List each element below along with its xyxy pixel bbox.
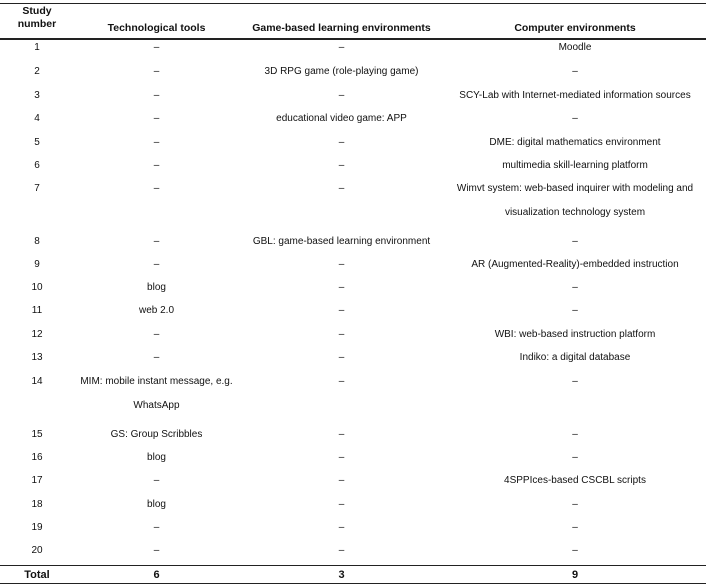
row-5-number: 5 — [34, 137, 40, 148]
row-12-number: 12 — [31, 329, 43, 340]
row-4-game: educational video game: APP — [276, 113, 407, 124]
header-study-number-line1: Study — [22, 5, 52, 17]
row-16-game: – — [338, 452, 345, 463]
row-10-number: 10 — [31, 282, 43, 293]
row-2-number: 2 — [34, 66, 40, 77]
row-2-game: 3D RPG game (role-playing game) — [264, 66, 419, 77]
row-9-comp: AR (Augmented-Reality)-embedded instruction — [471, 259, 679, 270]
row-6-number: 6 — [34, 160, 40, 171]
row-1-number: 1 — [34, 42, 40, 53]
row-4-number: 4 — [34, 113, 40, 124]
row-8-number: 8 — [34, 236, 40, 247]
row-13-comp: Indiko: a digital database — [519, 352, 631, 363]
row-7-game: – — [338, 183, 345, 194]
table-top-rule — [0, 3, 706, 4]
row-20-number: 20 — [31, 545, 43, 556]
row-14-game: – — [338, 376, 345, 387]
row-7-number: 7 — [34, 183, 40, 194]
row-12-game: – — [338, 329, 345, 340]
row-4-tech: – — [153, 113, 160, 124]
row-19-comp: – — [572, 522, 578, 533]
row-3-comp: SCY-Lab with Internet-mediated information sources — [459, 90, 691, 101]
row-7-tech: – — [153, 183, 160, 194]
row-10-game: – — [338, 282, 345, 293]
row-6-tech: – — [153, 160, 160, 171]
row-18-game: – — [338, 499, 345, 510]
row-19-tech: – — [153, 522, 160, 533]
row-18-number: 18 — [31, 499, 43, 510]
row-3-number: 3 — [34, 90, 40, 101]
row-10-tech: blog — [147, 282, 166, 293]
row-15-number: 15 — [31, 429, 43, 440]
row-13-tech: – — [153, 352, 160, 363]
row-17-tech: – — [153, 475, 160, 486]
table-bottom-rule — [0, 583, 706, 584]
row-9-tech: – — [153, 259, 160, 270]
row-7-comp-line1: Wimvt system: web-based inquirer with modeling and — [456, 183, 694, 194]
row-16-number: 16 — [31, 452, 43, 463]
total-comp: 9 — [571, 569, 579, 581]
row-2-tech: – — [153, 66, 160, 77]
row-15-tech: GS: Group Scribbles — [110, 429, 203, 440]
total-tech: 6 — [153, 569, 160, 581]
row-16-comp: – — [572, 452, 578, 463]
header-technological-tools: Technological tools — [107, 22, 206, 34]
row-1-game: – — [338, 42, 345, 53]
total-game: 3 — [338, 569, 345, 581]
row-13-number: 13 — [31, 352, 43, 363]
row-12-tech: – — [153, 329, 160, 340]
row-8-tech: – — [153, 236, 160, 247]
row-14-tech-line2: WhatsApp — [133, 400, 180, 411]
row-14-tech-line1: MIM: mobile instant message, e.g. — [80, 376, 233, 387]
total-label: Total — [24, 569, 50, 581]
total-top-rule — [0, 565, 706, 566]
row-18-comp: – — [572, 499, 578, 510]
row-11-game: – — [338, 305, 345, 316]
row-11-comp: – — [572, 305, 578, 316]
header-game-based: Game-based learning environments — [252, 22, 431, 34]
row-13-game: – — [338, 352, 345, 363]
header-computer-env: Computer environments — [514, 22, 636, 34]
row-4-comp: – — [572, 113, 578, 124]
row-6-comp: multimedia skill-learning platform — [502, 160, 648, 171]
row-15-game: – — [338, 429, 345, 440]
row-19-number: 19 — [31, 522, 43, 533]
row-17-comp: 4SPPIces-based CSCBL scripts — [504, 475, 646, 486]
row-3-game: – — [338, 90, 345, 101]
row-20-comp: – — [572, 545, 578, 556]
row-17-number: 17 — [31, 475, 43, 486]
row-10-comp: – — [572, 282, 578, 293]
row-5-game: – — [338, 137, 345, 148]
row-9-number: 9 — [34, 259, 40, 270]
row-18-tech: blog — [147, 499, 166, 510]
row-20-tech: – — [153, 545, 160, 556]
row-1-tech: – — [153, 42, 160, 53]
row-3-tech: – — [153, 90, 160, 101]
header-study-number-line2: number — [17, 18, 57, 30]
row-12-comp: WBI: web-based instruction platform — [494, 329, 656, 340]
row-7-comp-line2: visualization technology system — [504, 207, 646, 218]
row-5-comp: DME: digital mathematics environment — [489, 137, 661, 148]
row-8-game: GBL: game-based learning environment — [252, 236, 431, 247]
row-6-game: – — [338, 160, 345, 171]
row-14-number: 14 — [31, 376, 43, 387]
row-19-game: – — [338, 522, 345, 533]
row-16-tech: blog — [147, 452, 166, 463]
row-1-comp: Moodle — [558, 42, 592, 53]
row-5-tech: – — [153, 137, 160, 148]
row-9-game: – — [338, 259, 345, 270]
row-11-number: 11 — [31, 305, 43, 316]
row-17-game: – — [338, 475, 345, 486]
row-20-game: – — [338, 545, 345, 556]
row-14-comp: – — [572, 376, 578, 387]
row-2-comp: – — [572, 66, 578, 77]
row-15-comp: – — [572, 429, 578, 440]
row-8-comp: – — [572, 236, 578, 247]
header-bottom-rule — [0, 38, 706, 40]
row-11-tech: web 2.0 — [138, 305, 175, 316]
